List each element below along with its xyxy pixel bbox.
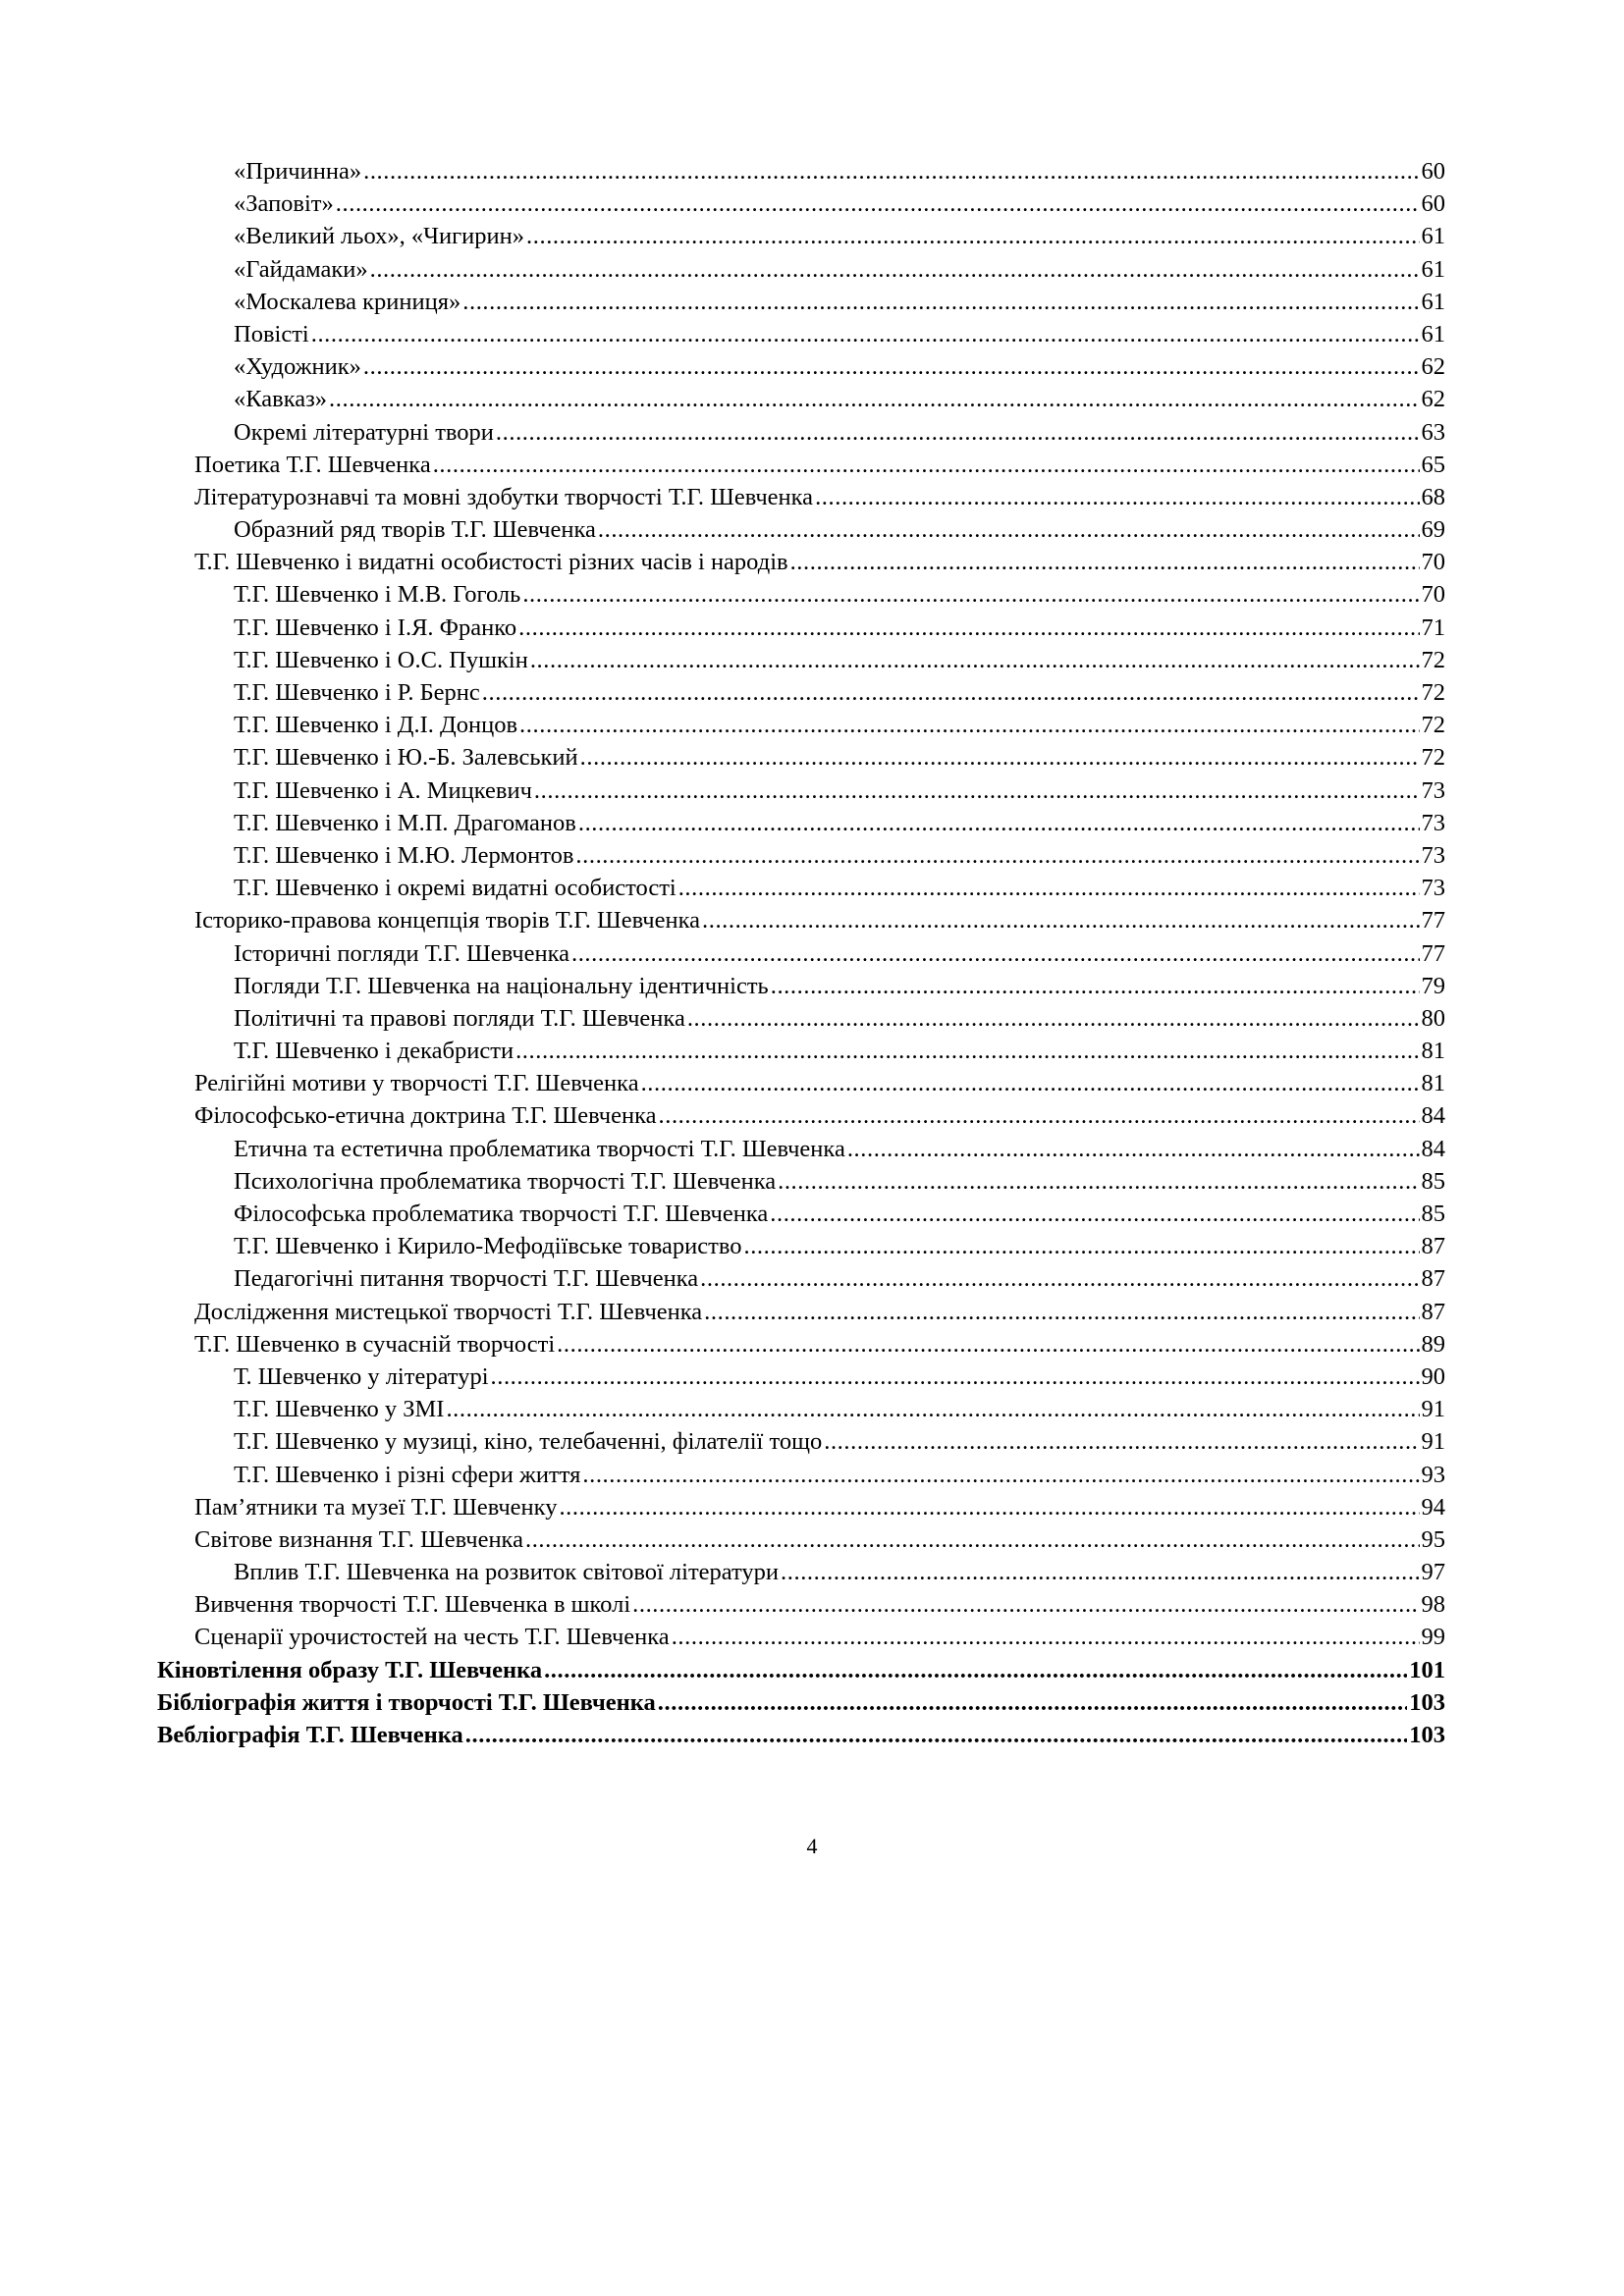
toc-entry[interactable] (157, 1230, 1445, 1262)
toc-dot-leader (363, 155, 1419, 187)
toc-entry-title: Сценарії урочистостей на честь Т.Г. Шевченка (194, 1624, 670, 1651)
toc-entry-title: Т. Шевченко у літературі (234, 1362, 489, 1390)
toc-entry-title: Окремі літературні твори (234, 418, 494, 446)
toc-dot-leader (465, 1719, 1407, 1751)
toc-entry-title: Філософська проблематика творчості Т.Г. Шевченка (234, 1201, 769, 1227)
toc-entry[interactable] (157, 220, 1445, 252)
toc-dot-leader (582, 1459, 1419, 1491)
toc-entry-title: Педагогічні питання творчості Т.Г. Шевченка (234, 1265, 699, 1293)
toc-entry-title: Політичні та правові погляди Т.Г. Шевченка (234, 1004, 685, 1032)
toc-entry[interactable] (157, 578, 1445, 611)
toc-dot-leader (632, 1588, 1419, 1621)
toc-dot-leader (446, 1393, 1419, 1425)
toc-entry-page: 103 (1409, 1688, 1445, 1716)
toc-dot-leader (571, 937, 1420, 970)
toc-entry[interactable] (157, 1719, 1445, 1751)
toc-entry[interactable] (157, 872, 1445, 904)
toc-entry-page: 91 (1421, 1396, 1445, 1423)
toc-entry[interactable] (157, 1262, 1445, 1295)
toc-entry[interactable] (157, 449, 1445, 481)
toc-dot-leader (534, 774, 1420, 807)
toc-entry[interactable] (157, 1067, 1445, 1099)
toc-entry-title: Т.Г. Шевченко і Д.І. Донцов (234, 712, 518, 739)
toc-entry-page: 60 (1421, 190, 1445, 218)
toc-entry-page: 98 (1421, 1591, 1445, 1619)
toc-entry[interactable] (157, 1035, 1445, 1067)
toc-entry-title: «Великий льох», «Чигирин» (234, 223, 525, 250)
toc-dot-leader (518, 612, 1419, 644)
toc-entry[interactable] (157, 1361, 1445, 1393)
toc-entry[interactable] (157, 1425, 1445, 1458)
toc-entry-title: «Художник» (234, 353, 361, 381)
toc-entry-title: Т.Г. Шевченко у музиці, кіно, телебаченні, філателії тощо (234, 1428, 823, 1456)
toc-entry[interactable] (157, 774, 1445, 807)
toc-entry-page: 61 (1421, 255, 1445, 283)
toc-entry-title: Дослідження мистецької творчості Т.Г. Шевченка (194, 1298, 703, 1325)
toc-entry-page: 80 (1421, 1004, 1445, 1032)
toc-entry-title: Т.Г. Шевченко і видатні особистості різних часів і народів (194, 549, 788, 576)
toc-dot-leader (743, 1230, 1419, 1262)
toc-entry[interactable] (157, 1393, 1445, 1425)
toc-entry[interactable] (157, 1133, 1445, 1165)
toc-entry-title: Т.Г. Шевченко і М.В. Гоголь (234, 581, 521, 609)
toc-entry-page: 94 (1421, 1493, 1445, 1521)
toc-entry[interactable] (157, 1588, 1445, 1621)
toc-entry-title: Бібліографія життя і творчості Т.Г. Шевченка (157, 1688, 656, 1716)
toc-entry-page: 69 (1421, 516, 1445, 544)
toc-entry[interactable] (157, 1621, 1445, 1653)
toc-entry-title: Кіновтілення образу Т.Г. Шевченка (157, 1656, 543, 1683)
toc-entry[interactable] (157, 709, 1445, 741)
toc-dot-leader (687, 1002, 1420, 1035)
toc-dot-leader (790, 546, 1420, 578)
toc-entry-page: 95 (1421, 1525, 1445, 1553)
toc-entry-page: 70 (1421, 549, 1445, 576)
toc-entry-title: Історичні погляди Т.Г. Шевченка (234, 939, 569, 967)
toc-entry-title: Етична та естетична проблематика творчості Т.Г. Шевченка (234, 1135, 845, 1162)
toc-entry-title: Т.Г. Шевченко і М.П. Драгоманов (234, 809, 576, 836)
toc-dot-leader (557, 1328, 1419, 1361)
toc-entry[interactable] (157, 1296, 1445, 1328)
toc-entry[interactable] (157, 416, 1445, 449)
toc-dot-leader (702, 904, 1420, 936)
toc-entry-page: 87 (1421, 1265, 1445, 1293)
toc-entry-page: 87 (1421, 1298, 1445, 1325)
toc-entry-page: 93 (1421, 1461, 1445, 1488)
page-number: 4 (806, 1834, 818, 1858)
toc-entry-title: Т.Г. Шевченко і І.Я. Франко (234, 614, 517, 641)
toc-dot-leader (559, 1491, 1419, 1523)
toc-entry[interactable] (157, 1328, 1445, 1361)
toc-entry-page: 79 (1421, 972, 1445, 999)
toc-dot-leader (491, 1361, 1420, 1393)
toc-entry-title: Філософсько-етична доктрина Т.Г. Шевченка (194, 1102, 657, 1130)
toc-dot-leader (519, 709, 1419, 741)
toc-entry-page: 60 (1421, 158, 1445, 185)
toc-entry-page: 85 (1421, 1201, 1445, 1227)
toc-dot-leader (659, 1099, 1420, 1132)
toc-entry-page: 72 (1421, 712, 1445, 739)
toc-entry[interactable] (157, 1556, 1445, 1588)
toc-dot-leader (658, 1686, 1407, 1719)
toc-dot-leader (544, 1654, 1407, 1686)
toc-entry[interactable] (157, 741, 1445, 774)
toc-entry-page: 84 (1421, 1135, 1445, 1162)
toc-dot-leader (781, 1556, 1419, 1588)
toc-dot-leader (580, 741, 1420, 774)
toc-entry-page: 61 (1421, 288, 1445, 315)
toc-entry-title: «Заповіт» (234, 190, 334, 218)
toc-entry-title: Вивчення творчості Т.Г. Шевченка в школі (194, 1591, 631, 1619)
toc-entry-page: 97 (1421, 1559, 1445, 1586)
toc-entry-page: 90 (1421, 1362, 1445, 1390)
toc-entry[interactable] (157, 1002, 1445, 1035)
toc-entry[interactable] (157, 904, 1445, 936)
toc-entry-page: 103 (1409, 1722, 1445, 1748)
toc-entry[interactable] (157, 1459, 1445, 1491)
toc-dot-leader (641, 1067, 1420, 1099)
toc-entry-page: 91 (1421, 1428, 1445, 1456)
toc-entry[interactable] (157, 937, 1445, 970)
toc-dot-leader (363, 350, 1420, 383)
toc-dot-leader (526, 220, 1419, 252)
toc-dot-leader (311, 318, 1420, 350)
toc-entry-page: 71 (1421, 614, 1445, 641)
toc-entry-title: Повісті (234, 320, 309, 347)
toc-dot-leader (336, 187, 1420, 220)
toc-entry[interactable] (157, 383, 1445, 415)
toc-entry-page: 72 (1421, 679, 1445, 706)
toc-entry-title: Вплив Т.Г. Шевченка на розвиток світової літератури (234, 1559, 780, 1586)
toc-entry-title: Т.Г. Шевченко в сучасній творчості (194, 1330, 556, 1358)
toc-entry-title: Погляди Т.Г. Шевченка на національну ідентичність (234, 972, 769, 999)
toc-entry-title: Т.Г. Шевченко у ЗМІ (234, 1396, 445, 1423)
toc-entry-title: Літературознавчі та мовні здобутки творчості Т.Г. Шевченка (194, 483, 814, 510)
toc-entry[interactable] (157, 1686, 1445, 1719)
toc-entry-title: Т.Г. Шевченко і О.С. Пушкін (234, 646, 528, 673)
toc-entry-title: Історико-правова концепція творів Т.Г. Шевченка (194, 907, 700, 934)
toc-entry-title: «Причинна» (234, 158, 362, 185)
toc-dot-leader (522, 578, 1419, 611)
toc-entry[interactable] (157, 286, 1445, 318)
toc-entry-title: «Кавказ» (234, 386, 328, 413)
toc-entry-title: Т.Г. Шевченко і різні сфери життя (234, 1461, 581, 1488)
toc-dot-leader (678, 872, 1420, 904)
toc-entry-page: 61 (1421, 320, 1445, 347)
toc-dot-leader (704, 1296, 1419, 1328)
toc-entry[interactable] (157, 676, 1445, 709)
toc-dot-leader (778, 1165, 1419, 1198)
toc-entry[interactable] (157, 839, 1445, 872)
toc-entry-page: 85 (1421, 1167, 1445, 1195)
toc-entry-page: 72 (1421, 744, 1445, 772)
toc-entry-page: 99 (1421, 1624, 1445, 1651)
toc-entry-page: 73 (1421, 809, 1445, 836)
toc-entry-title: Психологічна проблематика творчості Т.Г. Шевченка (234, 1167, 777, 1195)
toc-entry-title: Т.Г. Шевченко і Р. Бернс (234, 679, 480, 706)
toc-entry[interactable] (157, 644, 1445, 676)
toc-entry-title: Образний ряд творів Т.Г. Шевченка (234, 516, 596, 544)
toc-entry[interactable] (157, 1165, 1445, 1198)
toc-entry-page: 62 (1421, 353, 1445, 381)
toc-entry-title: Вебліографія Т.Г. Шевченка (157, 1722, 463, 1748)
toc-entry-page: 73 (1421, 841, 1445, 869)
toc-entry[interactable] (157, 350, 1445, 383)
toc-dot-leader (482, 676, 1420, 709)
toc-entry-title: Релігійні мотиви у творчості Т.Г. Шевченка (194, 1070, 639, 1097)
toc-dot-leader (525, 1523, 1420, 1556)
toc-entry-title: Т.Г. Шевченко і А. Мицкевич (234, 776, 532, 804)
toc-entry[interactable] (157, 318, 1445, 350)
toc-entry-title: «Гайдамаки» (234, 255, 368, 283)
toc-dot-leader (433, 449, 1420, 481)
toc-entry-title: Т.Г. Шевченко і Кирило-Мефодіївське товариство (234, 1233, 742, 1260)
table-of-contents (157, 155, 1445, 1751)
toc-dot-leader (329, 383, 1419, 415)
toc-entry-page: 68 (1421, 483, 1445, 510)
toc-entry-title: Пам’ятники та музеї Т.Г. Шевченку (194, 1493, 558, 1521)
toc-entry-page: 73 (1421, 776, 1445, 804)
toc-entry-page: 73 (1421, 875, 1445, 902)
toc-entry-page: 62 (1421, 386, 1445, 413)
toc-dot-leader (672, 1621, 1420, 1653)
toc-entry-page: 77 (1421, 907, 1445, 934)
toc-entry-page: 70 (1421, 581, 1445, 609)
toc-dot-leader (530, 644, 1420, 676)
toc-entry-title: Т.Г. Шевченко і декабристи (234, 1038, 514, 1065)
toc-entry[interactable] (157, 612, 1445, 644)
toc-entry-title: Світове визнання Т.Г. Шевченка (194, 1525, 523, 1553)
toc-dot-leader (515, 1035, 1419, 1067)
toc-entry[interactable] (157, 1654, 1445, 1686)
toc-dot-leader (598, 513, 1420, 546)
toc-entry-page: 89 (1421, 1330, 1445, 1358)
toc-dot-leader (700, 1262, 1419, 1295)
toc-entry[interactable] (157, 1198, 1445, 1230)
toc-entry-page: 65 (1421, 451, 1445, 478)
toc-entry-title: Т.Г. Шевченко і окремі видатні особистості (234, 875, 677, 902)
toc-entry[interactable] (157, 187, 1445, 220)
toc-entry[interactable] (157, 1523, 1445, 1556)
toc-dot-leader (370, 253, 1420, 286)
toc-entry[interactable] (157, 155, 1445, 187)
toc-entry[interactable] (157, 481, 1445, 513)
toc-entry-title: «Москалева криниця» (234, 288, 461, 315)
toc-entry-page: 77 (1421, 939, 1445, 967)
toc-entry[interactable] (157, 970, 1445, 1002)
toc-dot-leader (578, 807, 1420, 839)
toc-entry-page: 81 (1421, 1070, 1445, 1097)
toc-dot-leader (771, 970, 1420, 1002)
toc-entry-title: Т.Г. Шевченко і М.Ю. Лермонтов (234, 841, 574, 869)
toc-entry-title: Поетика Т.Г. Шевченка (194, 451, 431, 478)
toc-entry-page: 81 (1421, 1038, 1445, 1065)
toc-entry[interactable] (157, 546, 1445, 578)
toc-entry-page: 87 (1421, 1233, 1445, 1260)
toc-entry-page: 72 (1421, 646, 1445, 673)
toc-entry[interactable] (157, 513, 1445, 546)
toc-entry[interactable] (157, 1099, 1445, 1132)
toc-entry[interactable] (157, 253, 1445, 286)
toc-dot-leader (462, 286, 1419, 318)
toc-dot-leader (847, 1133, 1420, 1165)
toc-entry-page: 63 (1421, 418, 1445, 446)
toc-entry-page: 84 (1421, 1102, 1445, 1130)
toc-dot-leader (496, 416, 1420, 449)
toc-dot-leader (575, 839, 1419, 872)
toc-entry-page: 61 (1421, 223, 1445, 250)
toc-dot-leader (824, 1425, 1419, 1458)
toc-dot-leader (770, 1198, 1419, 1230)
toc-entry[interactable] (157, 807, 1445, 839)
toc-entry-page: 101 (1409, 1656, 1445, 1683)
toc-entry-title: Т.Г. Шевченко і Ю.-Б. Залевський (234, 744, 578, 772)
toc-dot-leader (815, 481, 1419, 513)
toc-entry[interactable] (157, 1491, 1445, 1523)
